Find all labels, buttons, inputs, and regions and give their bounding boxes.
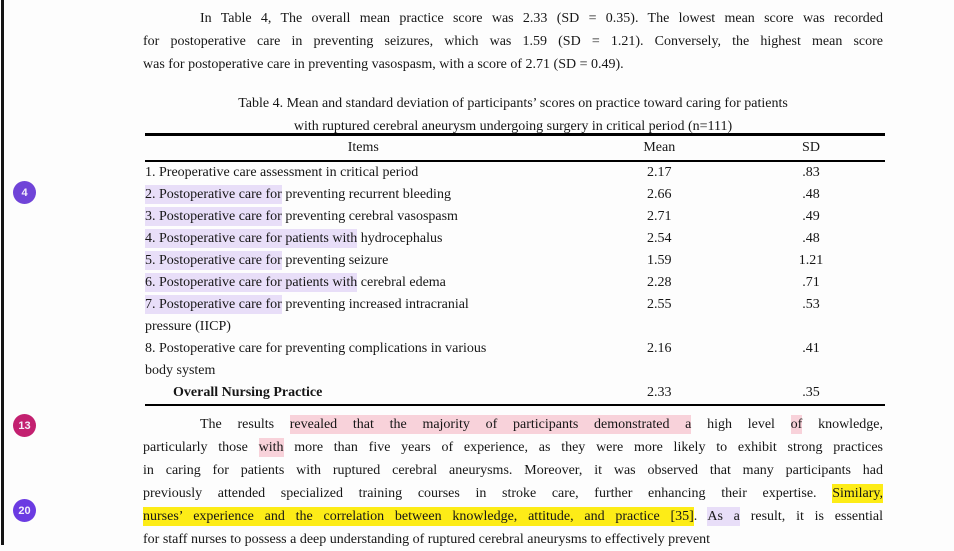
table-row-overall <box>145 382 885 405</box>
item-text: 8. Postoperative care for preventing complications in various <box>145 340 487 356</box>
item-text: preventing increased intracranial <box>281 296 469 312</box>
item-text: 1. Preoperative care assessment in critical period <box>145 164 419 180</box>
item-text: hydrocephalus <box>357 230 443 246</box>
text-line <box>143 505 883 528</box>
table-header-row <box>145 135 885 161</box>
lavender-highlight: 3. Postoperative care for <box>145 208 282 224</box>
lavender-highlight: 6. Postoperative care for patients with <box>145 274 358 290</box>
item-cell <box>145 338 582 382</box>
text-segment: . <box>693 509 708 524</box>
table-row <box>145 250 885 272</box>
table-row <box>145 338 885 382</box>
mean-cell: 2.17 <box>647 164 672 180</box>
text-segment: was for postoperative care in preventing vasospasm, with a score of 2.71 (SD = 0.49). <box>143 57 624 72</box>
sd-cell: .71 <box>802 274 820 290</box>
pink-highlight: revealed that the majority of participants demonstrated a <box>289 417 692 432</box>
item-text: cerebral edema <box>357 274 446 290</box>
item-text-line2: body system <box>145 362 216 378</box>
table-caption-line2: with ruptured cerebral aneurysm undergoing surgery in critical period (n=111) <box>293 119 733 134</box>
table4-container <box>145 133 885 406</box>
pink-highlight: of <box>790 417 803 432</box>
table-row <box>145 228 885 250</box>
comment-marker-20[interactable]: 20 <box>13 499 36 522</box>
mean-cell: 2.28 <box>647 274 672 290</box>
item-cell <box>145 184 582 206</box>
text-segment: knowledge, <box>802 417 883 432</box>
mean-cell: 2.66 <box>647 186 672 202</box>
mean-cell: 1.59 <box>647 252 672 268</box>
text-line <box>143 30 883 53</box>
table4 <box>145 133 885 406</box>
item-text: preventing recurrent bleeding <box>281 186 451 202</box>
item-cell <box>145 161 582 184</box>
text-line <box>143 459 883 482</box>
lavender-highlight: 5. Postoperative care for <box>145 252 282 268</box>
table-row <box>145 184 885 206</box>
item-text: preventing seizure <box>281 252 389 268</box>
col-header-mean: Mean <box>582 135 737 161</box>
table-caption-line1: Table 4. Mean and standard deviation of participants’ scores on practice toward caring for patients <box>238 96 788 111</box>
text-line <box>143 413 883 436</box>
overall-mean-cell: 2.33 <box>647 384 672 400</box>
sd-cell: .83 <box>802 164 820 180</box>
sd-cell: .49 <box>802 208 820 224</box>
table-caption <box>143 92 883 138</box>
text-line <box>143 53 883 76</box>
mean-cell: 2.54 <box>647 230 672 246</box>
item-cell <box>145 206 582 228</box>
overall-sd-cell: .35 <box>802 384 820 400</box>
text-line <box>143 7 883 30</box>
text-segment: particularly those <box>143 440 259 455</box>
table-row <box>145 161 885 184</box>
table-row <box>145 294 885 338</box>
text-segment: in caring for patients with ruptured cerebral aneurysms. Moreover, it was observed that many participants had <box>143 463 883 478</box>
paragraph-practice-scores <box>143 7 883 76</box>
col-header-items: Items <box>145 135 582 161</box>
sd-cell: .53 <box>802 296 820 312</box>
lavender-highlight: 2. Postoperative care for <box>145 186 282 202</box>
sd-cell: .48 <box>802 186 820 202</box>
page-left-rule <box>1 0 4 545</box>
item-text-line2: pressure (IICP) <box>145 318 231 334</box>
lavender-highlight: As a <box>707 509 740 524</box>
text-segment: for postoperative care in preventing seizures, which was 1.59 (SD = 1.21). Conversely, the highest mean score <box>143 34 883 49</box>
sd-cell: .48 <box>802 230 820 246</box>
overall-label-cell: Overall Nursing Practice <box>173 384 323 400</box>
item-cell <box>145 272 582 294</box>
text-line <box>143 482 883 505</box>
table-row <box>145 206 885 228</box>
comment-marker-4[interactable]: 4 <box>13 181 36 204</box>
sd-cell: 1.21 <box>798 252 824 268</box>
text-segment: for staff nurses to possess a deep understanding of ruptured cerebral aneurysms to effectively prevent <box>143 532 711 547</box>
text-line <box>143 528 883 551</box>
text-segment: result, it is essential <box>739 509 884 524</box>
sd-cell: .41 <box>802 340 820 356</box>
yellow-highlight: Similary, <box>832 486 883 501</box>
item-cell <box>145 228 582 250</box>
paragraph-results-discussion <box>143 413 883 551</box>
mean-cell: 2.55 <box>647 296 672 312</box>
text-segment: more than five years of experience, as they were more likely to exhibit strong practices <box>283 440 884 455</box>
item-text: preventing cerebral vasospasm <box>281 208 458 224</box>
table-row <box>145 272 885 294</box>
text-segment: high level <box>691 417 791 432</box>
pink-highlight: with <box>258 440 284 455</box>
text-segment: In Table 4, The overall mean practice score was 2.33 (SD = 0.35). The lowest mean score was recorded <box>200 11 883 26</box>
yellow-highlight: nurses’ experience and the correlation between knowledge, attitude, and practice [35] <box>143 509 694 524</box>
item-cell <box>145 250 582 272</box>
lavender-highlight: 7. Postoperative care for <box>145 296 282 312</box>
text-segment: The results <box>200 417 290 432</box>
col-header-sd: SD <box>737 135 885 161</box>
lavender-highlight: 4. Postoperative care for patients with <box>145 230 358 246</box>
item-cell <box>145 294 582 338</box>
text-line <box>143 436 883 459</box>
mean-cell: 2.71 <box>647 208 672 224</box>
text-segment: previously attended specialized training courses in stroke care, further enhancing their expertise. <box>143 486 833 501</box>
mean-cell: 2.16 <box>647 340 672 356</box>
comment-marker-13[interactable]: 13 <box>13 414 36 437</box>
